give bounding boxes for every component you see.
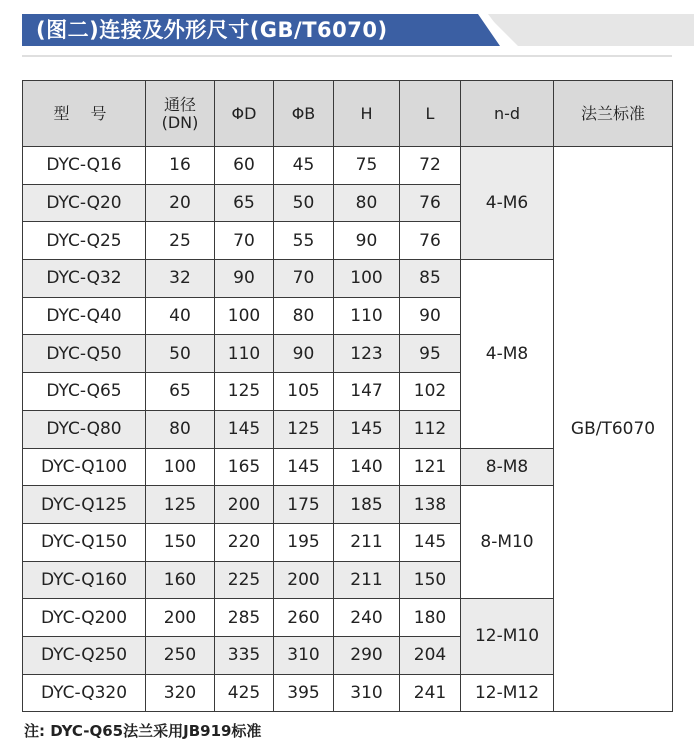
cell-nd-group: 12-M12	[461, 674, 554, 712]
cell-d: 125	[215, 373, 274, 411]
cell-nd-group: 4-M8	[461, 260, 554, 448]
col-header-dn-line1: 通径	[163, 94, 196, 114]
cell-d: 200	[215, 486, 274, 524]
cell-l: 95	[400, 335, 461, 373]
cell-h: 310	[334, 674, 400, 712]
cell-h: 110	[334, 297, 400, 335]
cell-nd-group: 8-M10	[461, 486, 554, 599]
cell-h: 185	[334, 486, 400, 524]
col-header-model: 型 号	[23, 81, 146, 147]
cell-l: 138	[400, 486, 461, 524]
cell-dn: 320	[146, 674, 215, 712]
cell-b: 195	[274, 523, 334, 561]
cell-l: 150	[400, 561, 461, 599]
cell-dn: 20	[146, 184, 215, 222]
cell-b: 45	[274, 147, 334, 185]
spec-table	[22, 80, 673, 712]
cell-h: 75	[334, 147, 400, 185]
cell-d: 165	[215, 448, 274, 486]
cell-l: 241	[400, 674, 461, 712]
cell-model: DYC-Q16	[23, 147, 146, 185]
cell-l: 72	[400, 147, 461, 185]
cell-dn: 100	[146, 448, 215, 486]
cell-dn: 250	[146, 636, 215, 674]
cell-l: 121	[400, 448, 461, 486]
cell-model: DYC-Q160	[23, 561, 146, 599]
cell-b: 105	[274, 373, 334, 411]
cell-h: 290	[334, 636, 400, 674]
cell-dn: 125	[146, 486, 215, 524]
cell-l: 204	[400, 636, 461, 674]
cell-l: 90	[400, 297, 461, 335]
cell-dn: 32	[146, 260, 215, 298]
cell-b: 260	[274, 599, 334, 637]
cell-b: 90	[274, 335, 334, 373]
cell-dn: 25	[146, 222, 215, 260]
cell-d: 285	[215, 599, 274, 637]
cell-nd-group: 12-M10	[461, 599, 554, 674]
cell-dn: 65	[146, 373, 215, 411]
footnote: 注: DYC-Q65法兰采用JB919标准	[24, 722, 262, 740]
cell-h: 240	[334, 599, 400, 637]
cell-h: 100	[334, 260, 400, 298]
cell-dn: 150	[146, 523, 215, 561]
cell-d: 100	[215, 297, 274, 335]
cell-model: DYC-Q25	[23, 222, 146, 260]
cell-b: 200	[274, 561, 334, 599]
cell-model: DYC-Q250	[23, 636, 146, 674]
col-header-b: ΦB	[274, 81, 334, 147]
cell-model: DYC-Q80	[23, 410, 146, 448]
cell-h: 80	[334, 184, 400, 222]
cell-d: 110	[215, 335, 274, 373]
cell-b: 70	[274, 260, 334, 298]
cell-d: 70	[215, 222, 274, 260]
cell-h: 123	[334, 335, 400, 373]
cell-d: 145	[215, 410, 274, 448]
col-header-d: ΦD	[215, 81, 274, 147]
cell-d: 65	[215, 184, 274, 222]
cell-model: DYC-Q40	[23, 297, 146, 335]
cell-b: 55	[274, 222, 334, 260]
cell-h: 147	[334, 373, 400, 411]
cell-model: DYC-Q150	[23, 523, 146, 561]
header-banner	[0, 0, 694, 60]
cell-l: 112	[400, 410, 461, 448]
cell-l: 102	[400, 373, 461, 411]
cell-l: 85	[400, 260, 461, 298]
cell-model: DYC-Q65	[23, 373, 146, 411]
cell-dn: 80	[146, 410, 215, 448]
cell-model: DYC-Q20	[23, 184, 146, 222]
cell-h: 211	[334, 523, 400, 561]
table-row	[23, 147, 673, 185]
cell-b: 310	[274, 636, 334, 674]
cell-d: 425	[215, 674, 274, 712]
cell-b: 50	[274, 184, 334, 222]
col-header-l: L	[400, 81, 461, 147]
cell-nd-group: 4-M6	[461, 147, 554, 260]
cell-dn: 160	[146, 561, 215, 599]
cell-standard: GB/T6070	[554, 147, 673, 712]
page-title: (图二)连接及外形尺寸(GB/T6070)	[36, 18, 388, 42]
col-header-h: H	[334, 81, 400, 147]
cell-d: 225	[215, 561, 274, 599]
cell-nd-group: 8-M8	[461, 448, 554, 486]
col-header-dn	[146, 81, 215, 147]
cell-model: DYC-Q100	[23, 448, 146, 486]
cell-h: 211	[334, 561, 400, 599]
cell-d: 60	[215, 147, 274, 185]
cell-l: 76	[400, 222, 461, 260]
col-header-dn-line2: (DN)	[161, 112, 199, 132]
cell-b: 80	[274, 297, 334, 335]
cell-dn: 40	[146, 297, 215, 335]
cell-b: 125	[274, 410, 334, 448]
header-row	[23, 81, 673, 147]
col-header-standard: 法兰标准	[554, 81, 673, 147]
cell-b: 175	[274, 486, 334, 524]
cell-h: 90	[334, 222, 400, 260]
cell-dn: 50	[146, 335, 215, 373]
cell-model: DYC-Q320	[23, 674, 146, 712]
cell-d: 220	[215, 523, 274, 561]
cell-model: DYC-Q50	[23, 335, 146, 373]
cell-model: DYC-Q200	[23, 599, 146, 637]
cell-dn: 200	[146, 599, 215, 637]
cell-b: 145	[274, 448, 334, 486]
cell-model: DYC-Q32	[23, 260, 146, 298]
cell-h: 145	[334, 410, 400, 448]
cell-model: DYC-Q125	[23, 486, 146, 524]
cell-d: 90	[215, 260, 274, 298]
cell-l: 180	[400, 599, 461, 637]
cell-l: 145	[400, 523, 461, 561]
col-header-nd: n-d	[461, 81, 554, 147]
cell-d: 335	[215, 636, 274, 674]
cell-b: 395	[274, 674, 334, 712]
cell-h: 140	[334, 448, 400, 486]
cell-l: 76	[400, 184, 461, 222]
cell-dn: 16	[146, 147, 215, 185]
